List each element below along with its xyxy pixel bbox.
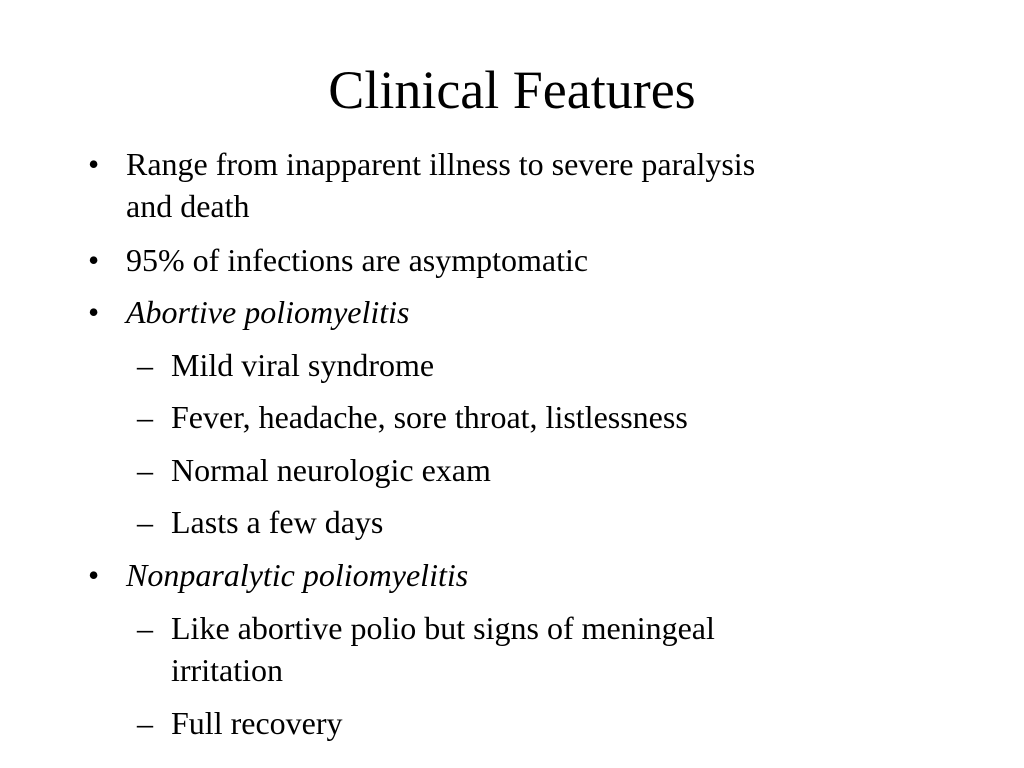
sub-bullet-marker: – bbox=[137, 347, 153, 383]
slide-title: Clinical Features bbox=[328, 60, 696, 120]
sub-bullet-text-line: Full recovery bbox=[171, 705, 343, 741]
bullet-text-line: Abortive poliomyelitis bbox=[126, 294, 410, 330]
bullet-text-line: Range from inapparent illness to severe paralysis bbox=[126, 146, 756, 182]
sub-bullet-text-line: Lasts a few days bbox=[171, 504, 384, 540]
sub-bullet-text-line: Normal neurologic exam bbox=[171, 452, 491, 488]
bullet-marker: • bbox=[88, 294, 100, 330]
bullet-marker: • bbox=[88, 242, 100, 278]
bullet-text-line: 95% of infections are asymptomatic bbox=[126, 242, 589, 278]
sub-bullet-marker: – bbox=[137, 399, 153, 435]
sub-bullet-marker: – bbox=[137, 452, 153, 488]
sub-bullet-marker: – bbox=[137, 504, 153, 540]
bullet-text-line: and death bbox=[126, 188, 250, 224]
sub-bullet-marker: – bbox=[137, 610, 153, 646]
sub-bullet-text-line: Mild viral syndrome bbox=[171, 347, 435, 383]
bullet-marker: • bbox=[88, 557, 100, 593]
bullet-text-line: Nonparalytic poliomyelitis bbox=[126, 557, 469, 593]
sub-bullet-marker: – bbox=[137, 705, 153, 741]
sub-bullet-text-line: Like abortive polio but signs of meningeal bbox=[171, 610, 715, 646]
bullet-marker: • bbox=[88, 146, 100, 182]
sub-bullet-text-line: Fever, headache, sore throat, listlessness bbox=[171, 399, 688, 435]
sub-bullet-text-line: irritation bbox=[171, 652, 283, 688]
